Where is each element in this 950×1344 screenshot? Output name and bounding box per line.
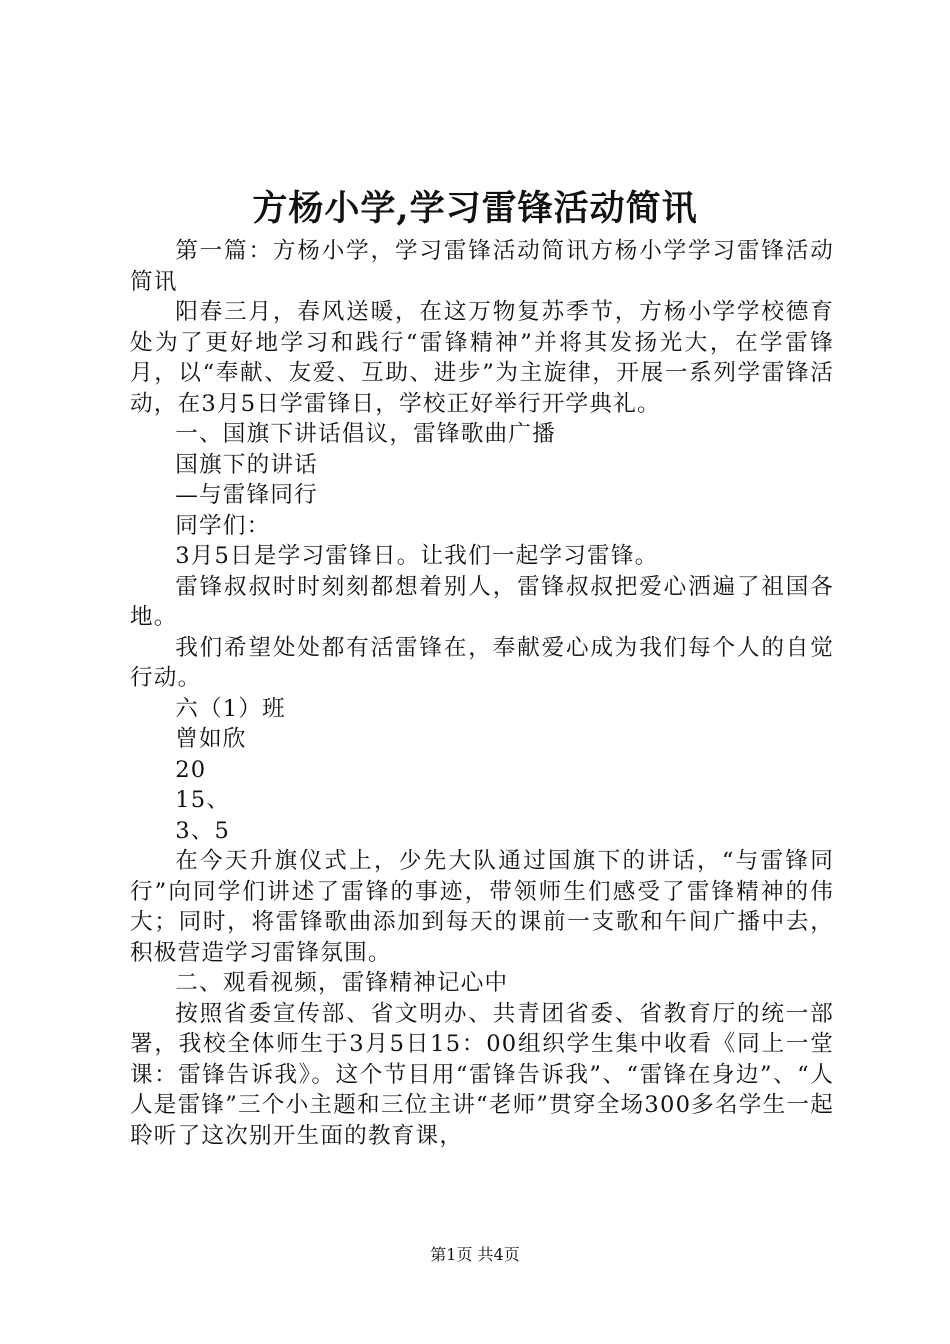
paragraph-flag-ceremony: 在今天升旗仪式上，少先大队通过国旗下的讲话，“与雷锋同行”向同学们讲述了雷锋的事迹，带领师生们感受了雷锋精神的伟大；同时，将雷锋歌曲添加到每天的课前一支歌和午间广播中去，积极营造学习雷锋氛围。 [130,848,834,966]
speech-line-2: 雷锋叔叔时时刻刻都想着别人，雷锋叔叔把爱心洒遍了祖国各地。 [130,573,834,630]
speech-class: 六（1）班 [175,695,286,722]
paragraph-1: 第一篇：方杨小学，学习雷锋活动简讯方杨小学学习雷锋活动简讯 [130,238,834,295]
speech-date-part-2: 15、 [175,787,231,813]
speech-line-1: 3月5日是学习雷锋日。让我们一起学习雷锋。 [175,543,659,569]
document-title: 方杨小学,学习雷锋活动简讯 [252,188,698,229]
speech-line-3: 我们希望处处都有活雷锋在，奉献爱心成为我们每个人的自觉行动。 [130,634,834,691]
section-heading-1: 一、国旗下讲话倡议，雷锋歌曲广播 [175,421,556,447]
paragraph-video: 按照省委宣传部、省文明办、共青团省委、省教育厅的统一部署，我校全体师生于3月5日15：00组织学生集中收看《同上一堂课：雷锋告诉我》。这个节目用“雷锋告诉我”、“雷锋在身边”、“人人是雷锋”三个小主题和三位主讲“老师”贯穿全场300多名学生一起聆听了这次别开生面的教育课， [130,1000,834,1149]
section-heading-2: 二、观看视频，雷锋精神记心中 [175,970,509,996]
speech-subtitle: —与雷锋同行 [175,482,318,508]
page-footer: 第1页 共4页 [430,1245,520,1264]
document-body [130,236,834,1151]
speech-date-part-3: 3、5 [175,817,231,844]
paragraph-2: 阳春三月，春风送暖，在这万物复苏季节，方杨小学学校德育处为了更好地学习和践行“雷锋精神”并将其发扬光大，在学雷锋月，以“奉献、友爱、互助、进步”为主旋律，开展一系列学雷锋活动，在3月5日学雷锋日，学校正好举行开学典礼。 [130,299,834,417]
speech-author: 曾如欣 [175,726,247,752]
speech-title: 国旗下的讲话 [175,451,318,478]
speech-date-part-1: 20 [175,756,207,783]
speech-greeting: 同学们： [175,512,271,539]
